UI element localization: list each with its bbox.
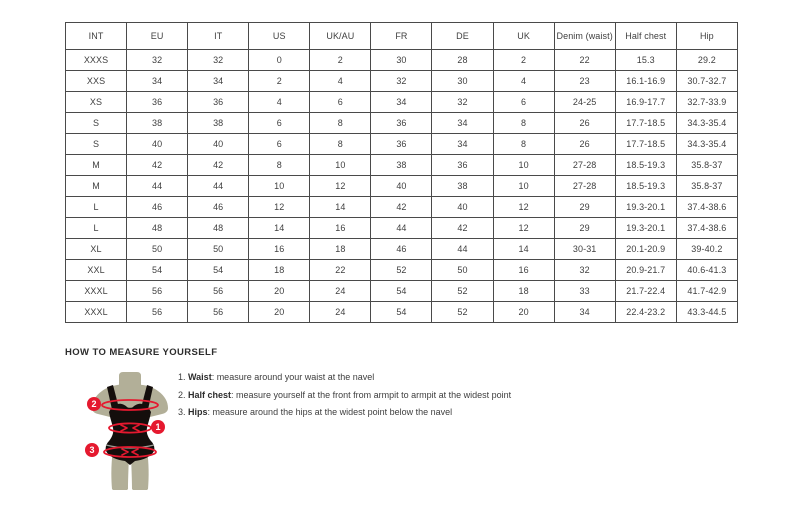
table-cell: 52 (371, 260, 432, 281)
table-cell: 39-40.2 (676, 239, 737, 260)
table-cell: 35.8-37 (676, 176, 737, 197)
table-cell: 32 (554, 260, 615, 281)
table-cell: 30 (371, 50, 432, 71)
table-cell: 22 (554, 50, 615, 71)
column-header: US (249, 23, 310, 50)
table-cell: 32 (371, 71, 432, 92)
table-row (66, 176, 738, 197)
table-cell: 36 (371, 134, 432, 155)
waist-badge (151, 420, 165, 434)
table-cell: 56 (127, 302, 188, 323)
table-cell: L (66, 218, 127, 239)
table-row (66, 260, 738, 281)
table-cell: 40 (127, 134, 188, 155)
table-cell: 32.7-33.9 (676, 92, 737, 113)
table-cell: 12 (310, 176, 371, 197)
table-cell: 8 (249, 155, 310, 176)
table-cell: 19.3-20.1 (615, 218, 676, 239)
table-cell: 16 (249, 239, 310, 260)
table-cell: 38 (127, 113, 188, 134)
table-cell: 48 (127, 218, 188, 239)
table-cell: 12 (493, 197, 554, 218)
table-row (66, 218, 738, 239)
measure-steps (178, 372, 511, 425)
table-cell: 24-25 (554, 92, 615, 113)
table-cell: 54 (127, 260, 188, 281)
column-header: UK/AU (310, 23, 371, 50)
table-cell: 38 (371, 155, 432, 176)
table-cell: 48 (188, 218, 249, 239)
table-cell: 46 (371, 239, 432, 260)
table-cell: 16 (493, 260, 554, 281)
table-cell: 37.4-38.6 (676, 197, 737, 218)
table-cell: S (66, 134, 127, 155)
table-row (66, 281, 738, 302)
table-cell: 4 (493, 71, 554, 92)
step-term: Hips (188, 407, 208, 417)
table-cell: 34.3-35.4 (676, 134, 737, 155)
table-cell: 40 (188, 134, 249, 155)
table-cell: S (66, 113, 127, 134)
step-number: 3. (178, 407, 189, 417)
step-number: 2. (178, 389, 189, 400)
table-cell: 44 (188, 176, 249, 197)
column-header: FR (371, 23, 432, 50)
table-cell: 8 (493, 134, 554, 155)
table-cell: 34 (371, 92, 432, 113)
table-cell: 20 (493, 302, 554, 323)
table-cell: XXL (66, 260, 127, 281)
table-cell: 6 (493, 92, 554, 113)
table-cell: 36 (127, 92, 188, 113)
table-cell: 20 (249, 302, 310, 323)
measure-step (178, 372, 511, 383)
table-cell: 44 (371, 218, 432, 239)
table-cell: 26 (554, 134, 615, 155)
table-cell: 4 (310, 71, 371, 92)
table-row (66, 302, 738, 323)
table-cell: 12 (493, 218, 554, 239)
table-cell: 2 (493, 50, 554, 71)
table-cell: 34 (554, 302, 615, 323)
table-cell: 40 (432, 197, 493, 218)
table-row (66, 92, 738, 113)
table-cell: 10 (493, 155, 554, 176)
table-cell: XL (66, 239, 127, 260)
table-cell: 50 (432, 260, 493, 281)
table-cell: 52 (432, 302, 493, 323)
table-cell: 20 (249, 281, 310, 302)
table-cell: 14 (249, 218, 310, 239)
table-cell: 52 (432, 281, 493, 302)
measure-step (178, 407, 511, 418)
table-cell: XXXS (66, 50, 127, 71)
table-cell: 22 (310, 260, 371, 281)
table-cell: 29 (554, 197, 615, 218)
table-cell: 16 (310, 218, 371, 239)
svg-text:1: 1 (155, 422, 161, 433)
measure-step (178, 390, 511, 401)
table-cell: 16.9-17.7 (615, 92, 676, 113)
size-table-header-row (66, 23, 738, 50)
table-cell: 46 (127, 197, 188, 218)
table-row (66, 239, 738, 260)
table-cell: 30.7-32.7 (676, 71, 737, 92)
svg-text:2: 2 (91, 399, 97, 410)
table-cell: 22.4-23.2 (615, 302, 676, 323)
table-cell: XXS (66, 71, 127, 92)
table-cell: 10 (493, 176, 554, 197)
table-cell: 17.7-18.5 (615, 134, 676, 155)
table-cell: 24 (310, 302, 371, 323)
table-cell: 18 (310, 239, 371, 260)
size-table-body (66, 50, 738, 323)
table-cell: 14 (310, 197, 371, 218)
step-text: : measure yourself at the front from armpit to armpit at the widest point (231, 389, 512, 400)
table-cell: 54 (371, 302, 432, 323)
table-cell: 6 (249, 113, 310, 134)
table-cell: M (66, 176, 127, 197)
table-cell: 36 (371, 113, 432, 134)
table-cell: 44 (127, 176, 188, 197)
table-cell: L (66, 197, 127, 218)
table-cell: 18.5-19.3 (615, 155, 676, 176)
table-cell: 8 (310, 113, 371, 134)
table-cell: 46 (188, 197, 249, 218)
table-cell: 34 (127, 71, 188, 92)
table-cell: XS (66, 92, 127, 113)
table-cell: 20.9-21.7 (615, 260, 676, 281)
table-cell: 42 (188, 155, 249, 176)
table-cell: 8 (310, 134, 371, 155)
table-cell: 35.8-37 (676, 155, 737, 176)
table-cell: 18 (249, 260, 310, 281)
table-row (66, 71, 738, 92)
hips-badge (85, 443, 99, 457)
table-cell: 18 (493, 281, 554, 302)
mannequin-illustration (80, 371, 180, 492)
table-cell: 54 (371, 281, 432, 302)
table-cell: 33 (554, 281, 615, 302)
column-header: EU (127, 23, 188, 50)
table-cell: 8 (493, 113, 554, 134)
table-cell: 56 (127, 281, 188, 302)
table-cell: 32 (127, 50, 188, 71)
mannequin-neck (119, 372, 141, 386)
column-header: UK (493, 23, 554, 50)
table-cell: 0 (249, 50, 310, 71)
column-header: Denim (waist) (554, 23, 615, 50)
step-term: Waist (188, 372, 212, 382)
table-cell: XXXL (66, 281, 127, 302)
table-cell: 29.2 (676, 50, 737, 71)
size-chart-table (65, 22, 738, 323)
step-number: 1. (178, 372, 189, 382)
table-cell: 37.4-38.6 (676, 218, 737, 239)
table-cell: 14 (493, 239, 554, 260)
column-header: Half chest (615, 23, 676, 50)
table-cell: 36 (188, 92, 249, 113)
step-term: Half chest (188, 389, 232, 400)
table-cell: 6 (249, 134, 310, 155)
table-row (66, 50, 738, 71)
table-cell: 20.1-20.9 (615, 239, 676, 260)
table-cell: 44 (432, 239, 493, 260)
table-cell: 27-28 (554, 176, 615, 197)
table-cell: 42 (127, 155, 188, 176)
table-cell: 34 (432, 134, 493, 155)
svg-text:3: 3 (89, 445, 95, 456)
step-text: : measure around the hips at the widest point below the navel (207, 407, 453, 417)
table-cell: 12 (249, 197, 310, 218)
table-cell: 38 (188, 113, 249, 134)
table-cell: 4 (249, 92, 310, 113)
table-row (66, 197, 738, 218)
table-cell: 34.3-35.4 (676, 113, 737, 134)
table-cell: 29 (554, 218, 615, 239)
table-cell: 40.6-41.3 (676, 260, 737, 281)
measure-section-heading: HOW TO MEASURE YOURSELF (65, 347, 218, 358)
step-text: : measure around your waist at the navel (211, 372, 375, 382)
table-cell: 38 (432, 176, 493, 197)
table-cell: 43.3-44.5 (676, 302, 737, 323)
half-chest-badge (87, 397, 101, 411)
table-cell: 42 (371, 197, 432, 218)
table-cell: 24 (310, 281, 371, 302)
table-cell: 19.3-20.1 (615, 197, 676, 218)
table-cell: 50 (188, 239, 249, 260)
table-cell: 15.3 (615, 50, 676, 71)
table-cell: M (66, 155, 127, 176)
table-cell: 30-31 (554, 239, 615, 260)
table-cell: 32 (188, 50, 249, 71)
table-cell: 28 (432, 50, 493, 71)
table-cell: 2 (310, 50, 371, 71)
table-row (66, 155, 738, 176)
table-cell: 10 (249, 176, 310, 197)
table-cell: 32 (432, 92, 493, 113)
table-row (66, 113, 738, 134)
table-cell: 36 (432, 155, 493, 176)
table-cell: 41.7-42.9 (676, 281, 737, 302)
table-cell: 21.7-22.4 (615, 281, 676, 302)
table-cell: 34 (432, 113, 493, 134)
table-cell: 10 (310, 155, 371, 176)
table-cell: 17.7-18.5 (615, 113, 676, 134)
table-cell: 54 (188, 260, 249, 281)
table-cell: XXXL (66, 302, 127, 323)
table-cell: 23 (554, 71, 615, 92)
table-cell: 34 (188, 71, 249, 92)
column-header: Hip (676, 23, 737, 50)
table-cell: 2 (249, 71, 310, 92)
table-cell: 26 (554, 113, 615, 134)
measurement-figure (80, 371, 180, 492)
column-header: IT (188, 23, 249, 50)
table-cell: 56 (188, 281, 249, 302)
table-cell: 42 (432, 218, 493, 239)
table-cell: 27-28 (554, 155, 615, 176)
table-cell: 50 (127, 239, 188, 260)
table-cell: 56 (188, 302, 249, 323)
column-header: INT (66, 23, 127, 50)
table-cell: 18.5-19.3 (615, 176, 676, 197)
table-cell: 30 (432, 71, 493, 92)
column-header: DE (432, 23, 493, 50)
table-cell: 40 (371, 176, 432, 197)
table-row (66, 134, 738, 155)
table-cell: 16.1-16.9 (615, 71, 676, 92)
table-cell: 6 (310, 92, 371, 113)
